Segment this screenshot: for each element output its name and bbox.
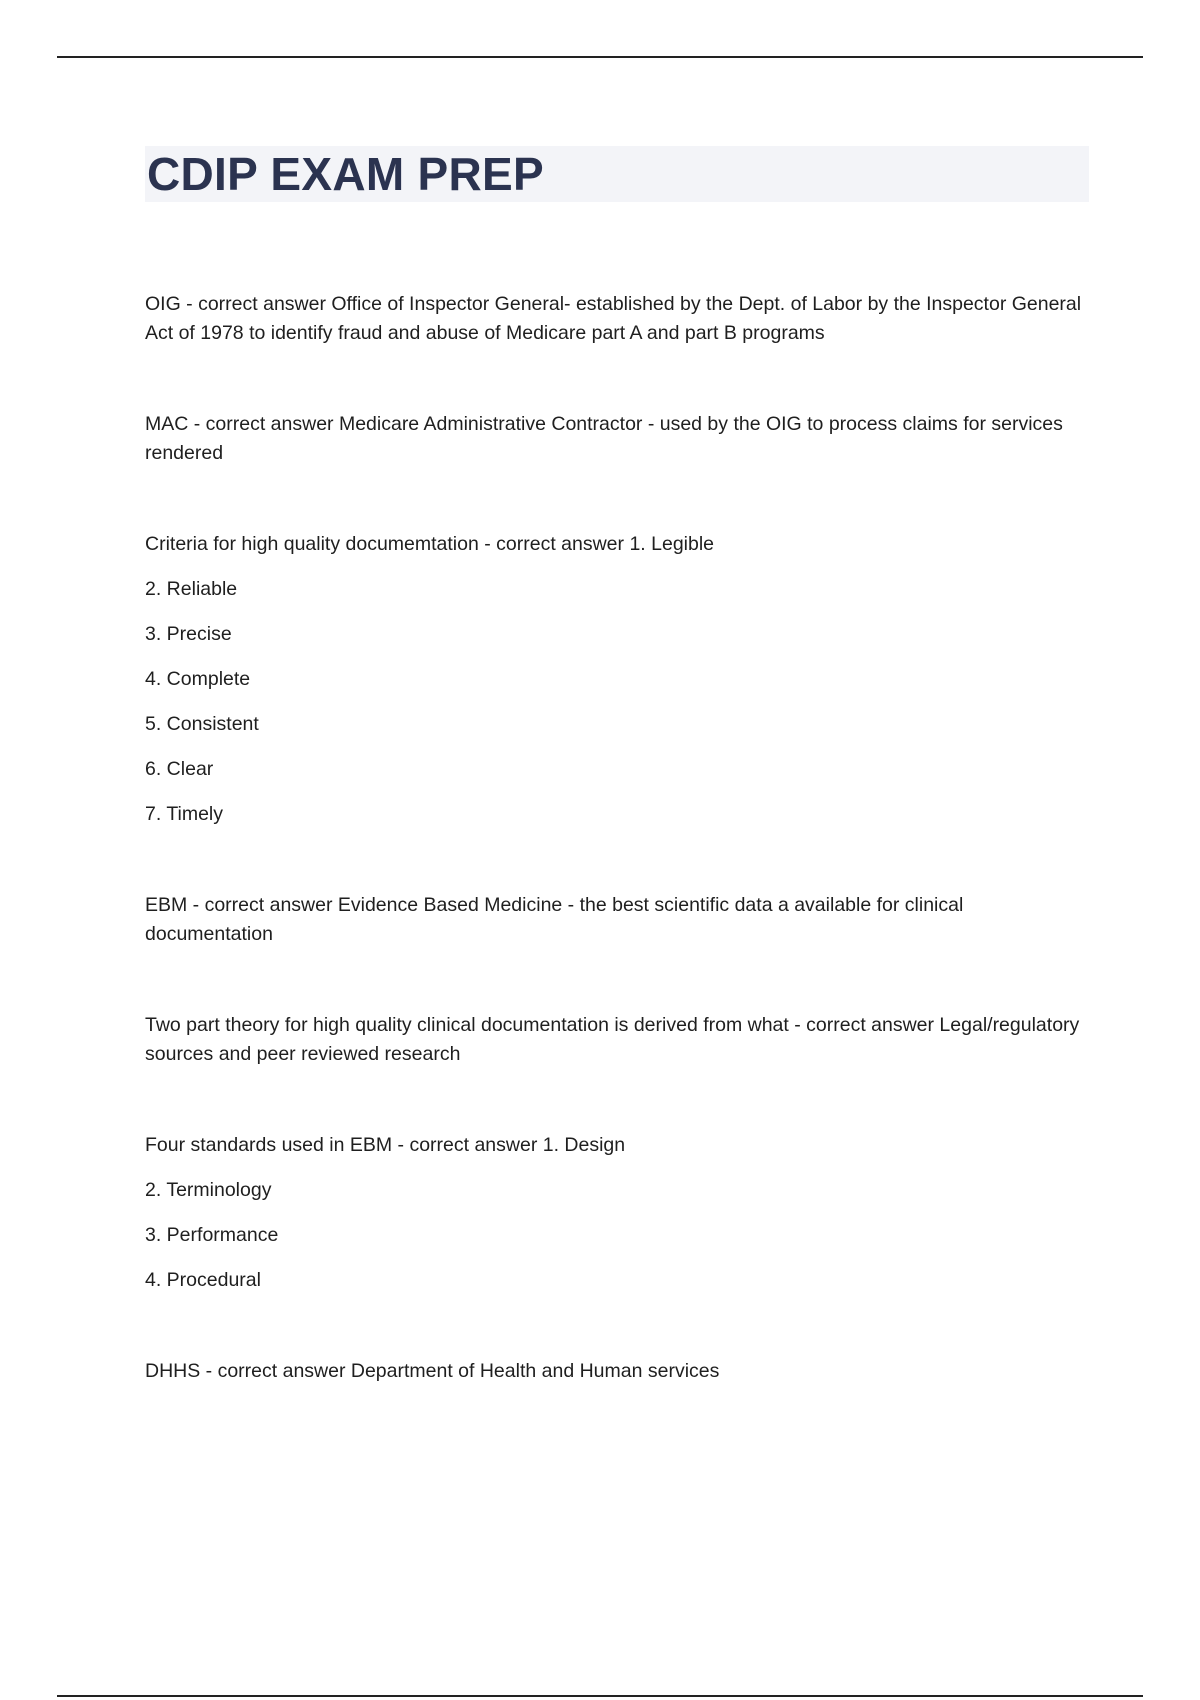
list-item: 2. Terminology xyxy=(145,1179,272,1201)
list-item: 3. Performance xyxy=(145,1224,279,1246)
list-item: 5. Consistent xyxy=(145,713,259,735)
page-content xyxy=(145,146,1089,1448)
entry-text: Criteria for high quality documemtation - correct answer 1. Legible xyxy=(145,533,715,555)
title-banner xyxy=(145,146,1089,202)
flashcard-entry xyxy=(145,1131,1089,1295)
entry-text: OIG - correct answer Office of Inspector General- established by the Dept. of Labor by the Inspector General Act of 1978 to identify fraud and abuse of Medicare part A and part B programs xyxy=(145,293,1082,344)
bottom-rule xyxy=(57,1695,1143,1697)
flashcard-entry xyxy=(145,891,1089,949)
list-item: 6. Clear xyxy=(145,758,214,780)
entry-text: MAC - correct answer Medicare Administrative Contractor - used by the OIG to process claims for services rendered xyxy=(145,413,1063,464)
list-item: 7. Timely xyxy=(145,803,224,825)
entry-text: Two part theory for high quality clinical documentation is derived from what - correct answer Legal/regulatory sources and peer reviewed research xyxy=(145,1014,1080,1065)
flashcard-entry xyxy=(145,530,1089,829)
entry-text: Four standards used in EBM - correct answer 1. Design xyxy=(145,1134,626,1156)
flashcard-entry xyxy=(145,1357,1089,1386)
list-item: 2. Reliable xyxy=(145,578,238,600)
document-title: CDIP EXAM PREP xyxy=(147,148,544,200)
flashcard-list xyxy=(145,290,1089,1386)
top-rule xyxy=(57,56,1143,58)
list-item: 4. Procedural xyxy=(145,1269,261,1291)
list-item: 4. Complete xyxy=(145,668,251,690)
flashcard-entry xyxy=(145,410,1089,468)
flashcard-entry xyxy=(145,1011,1089,1069)
entry-text: DHHS - correct answer Department of Health and Human services xyxy=(145,1360,720,1382)
list-item: 3. Precise xyxy=(145,623,232,645)
entry-text: EBM - correct answer Evidence Based Medicine - the best scientific data a available for clinical documentation xyxy=(145,894,964,945)
flashcard-entry xyxy=(145,290,1089,348)
